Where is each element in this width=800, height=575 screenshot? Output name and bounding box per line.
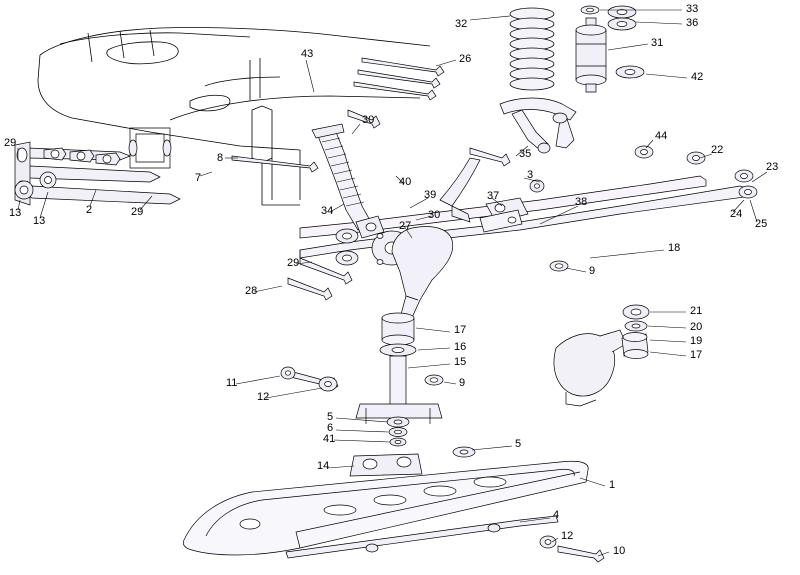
callout-26: 26 xyxy=(459,53,472,65)
callout-33: 33 xyxy=(686,3,699,15)
callout-32: 32 xyxy=(455,18,468,30)
callout-3: 3 xyxy=(527,169,534,181)
callout-13-a: 13 xyxy=(9,207,22,219)
fastener-3 xyxy=(530,180,544,192)
callout-13-b: 13 xyxy=(33,215,46,227)
callout-19: 19 xyxy=(690,335,703,347)
callout-17-center: 17 xyxy=(454,324,467,336)
callout-9-upper: 9 xyxy=(589,265,596,277)
callout-23: 23 xyxy=(766,161,779,173)
callout-29-low: 29 xyxy=(287,257,300,269)
callout-12-upper: 12 xyxy=(257,391,270,403)
callout-7: 7 xyxy=(195,172,202,184)
coil-spring xyxy=(510,8,554,90)
callout-4: 4 xyxy=(553,509,560,521)
fastener-9-mid xyxy=(425,375,443,385)
callout-14: 14 xyxy=(317,460,330,472)
fastener-9-upper xyxy=(550,261,568,271)
callout-10: 10 xyxy=(613,545,626,557)
callout-6: 6 xyxy=(327,422,334,434)
callout-16: 16 xyxy=(454,341,467,353)
callout-30-lower: 30 xyxy=(428,209,441,221)
callout-35: 35 xyxy=(519,148,532,160)
callout-25: 25 xyxy=(755,218,768,230)
callout-5-upper: 5 xyxy=(327,411,334,423)
callout-2: 2 xyxy=(86,204,93,216)
steering-arm xyxy=(440,158,528,232)
spindle-right xyxy=(554,305,649,406)
callout-39: 39 xyxy=(424,189,437,201)
callout-20: 20 xyxy=(690,321,703,333)
callout-30-upper: 30 xyxy=(362,114,375,126)
ski-leg-assembly xyxy=(350,313,475,476)
callout-21: 21 xyxy=(690,305,703,317)
callout-31: 31 xyxy=(651,37,664,49)
shock-absorber-upper xyxy=(576,6,644,92)
callout-15: 15 xyxy=(454,356,467,368)
callout-24: 24 xyxy=(730,208,743,220)
callout-27: 27 xyxy=(399,220,412,232)
callout-37: 37 xyxy=(487,190,500,202)
callout-43: 43 xyxy=(301,48,314,60)
link-rod-left xyxy=(281,367,338,391)
callout-5-lower: 5 xyxy=(515,438,522,450)
callout-40: 40 xyxy=(399,176,412,188)
callout-22: 22 xyxy=(711,144,724,156)
callout-42: 42 xyxy=(691,71,704,83)
callout-28: 28 xyxy=(245,285,258,297)
callout-17-right: 17 xyxy=(690,349,703,361)
radius-rod-assembly xyxy=(15,142,180,205)
upper-control-arm-right xyxy=(500,98,753,182)
callout-38: 38 xyxy=(575,196,588,208)
front-shock-center xyxy=(312,124,384,238)
callout-44: 44 xyxy=(655,130,668,142)
callout-9-mid: 9 xyxy=(459,377,466,389)
callout-1: 1 xyxy=(609,479,616,491)
callout-11: 11 xyxy=(226,377,238,389)
callout-29-left: 29 xyxy=(4,137,17,149)
callout-36: 36 xyxy=(686,17,699,29)
callout-29-mid: 29 xyxy=(131,206,144,218)
callout-8: 8 xyxy=(217,152,224,164)
callout-12-lower: 12 xyxy=(561,530,574,542)
callout-41: 41 xyxy=(323,433,336,445)
callout-34: 34 xyxy=(321,205,334,217)
callout-18: 18 xyxy=(668,242,681,254)
